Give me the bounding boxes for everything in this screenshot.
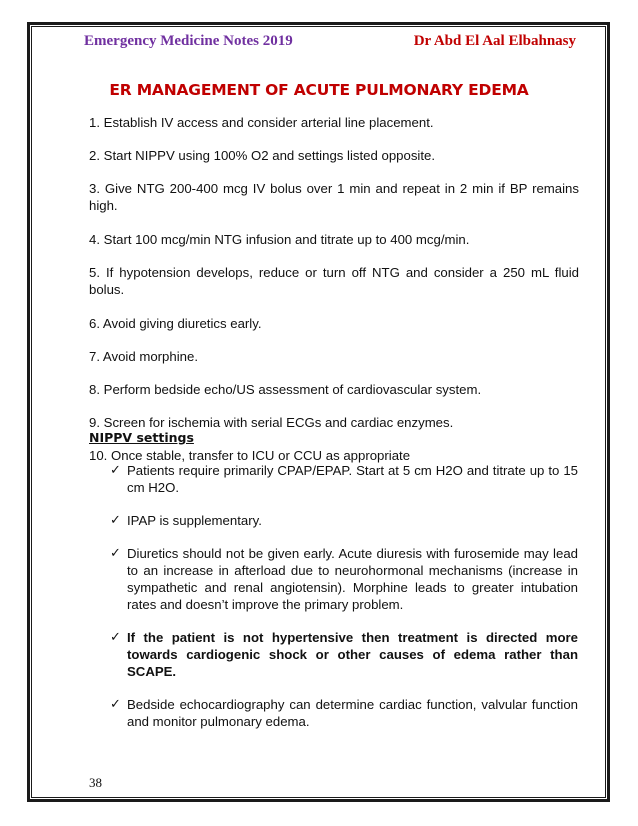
step-item: 5. If hypotension develops, reduce or turn off NTG and consider a 250 mL fluid bolus. — [89, 265, 579, 297]
checkmark-icon: ✓ — [110, 630, 121, 645]
step-item: 2. Start NIPPV using 100% O2 and settings listed opposite. — [89, 148, 436, 163]
bullet-item — [110, 696, 578, 730]
checkmark-icon: ✓ — [110, 513, 121, 528]
bullet-text: IPAP is supplementary. — [127, 513, 262, 528]
step-item: 1. Establish IV access and consider arterial line placement. — [89, 115, 434, 130]
bullet-item — [110, 629, 578, 680]
bullet-text: If the patient is not hypertensive then treatment is directed more towards cardiogenic shock or other causes of edema rather than SCAPE. — [127, 630, 578, 679]
step-item: 10. Once stable, transfer to ICU or CCU as appropriate — [89, 448, 411, 463]
header-book-title: Emergency Medicine Notes 2019 — [84, 33, 293, 49]
bullet-item — [110, 512, 578, 529]
checkmark-icon: ✓ — [110, 546, 121, 561]
page-title: ER MANAGEMENT OF ACUTE PULMONARY EDEMA — [109, 81, 529, 99]
header-author: Dr Abd El Aal Elbahnasy — [413, 33, 576, 49]
checkmark-icon: ✓ — [110, 697, 121, 712]
step-item: 7. Avoid morphine. — [89, 349, 198, 364]
step-item: 4. Start 100 mcg/min NTG infusion and titrate up to 400 mcg/min. — [89, 232, 470, 247]
checkmark-icon: ✓ — [110, 463, 121, 478]
bullet-text: Patients require primarily CPAP/EPAP. Start at 5 cm H2O and titrate up to 15 cm H2O. — [127, 463, 578, 495]
nippv-bullet-list — [110, 462, 578, 746]
management-steps-list — [89, 114, 579, 480]
bullet-text: Bedside echocardiography can determine cardiac function, valvular function and monitor pulmonary edema. — [127, 697, 578, 729]
bullet-text: Diuretics should not be given early. Acute diuresis with furosemide may lead to an increase in afterload due to neurohormonal mechanisms (increase in sympathetic and renal angiotensin). Morphine leads to greater intubation rates and doesn’t improve the primary problem. — [127, 546, 578, 612]
nippv-settings-heading: NIPPV settings — [89, 430, 194, 445]
page-number: 38 — [89, 775, 102, 790]
step-item: 8. Perform bedside echo/US assessment of cardiovascular system. — [89, 382, 482, 397]
bullet-item — [110, 462, 578, 496]
bullet-item — [110, 545, 578, 613]
step-item: 3. Give NTG 200-400 mcg IV bolus over 1 min and repeat in 2 min if BP remains high. — [89, 181, 579, 213]
step-item: 6. Avoid giving diuretics early. — [89, 316, 262, 331]
step-item: 9. Screen for ischemia with serial ECGs and cardiac enzymes. — [89, 415, 454, 430]
